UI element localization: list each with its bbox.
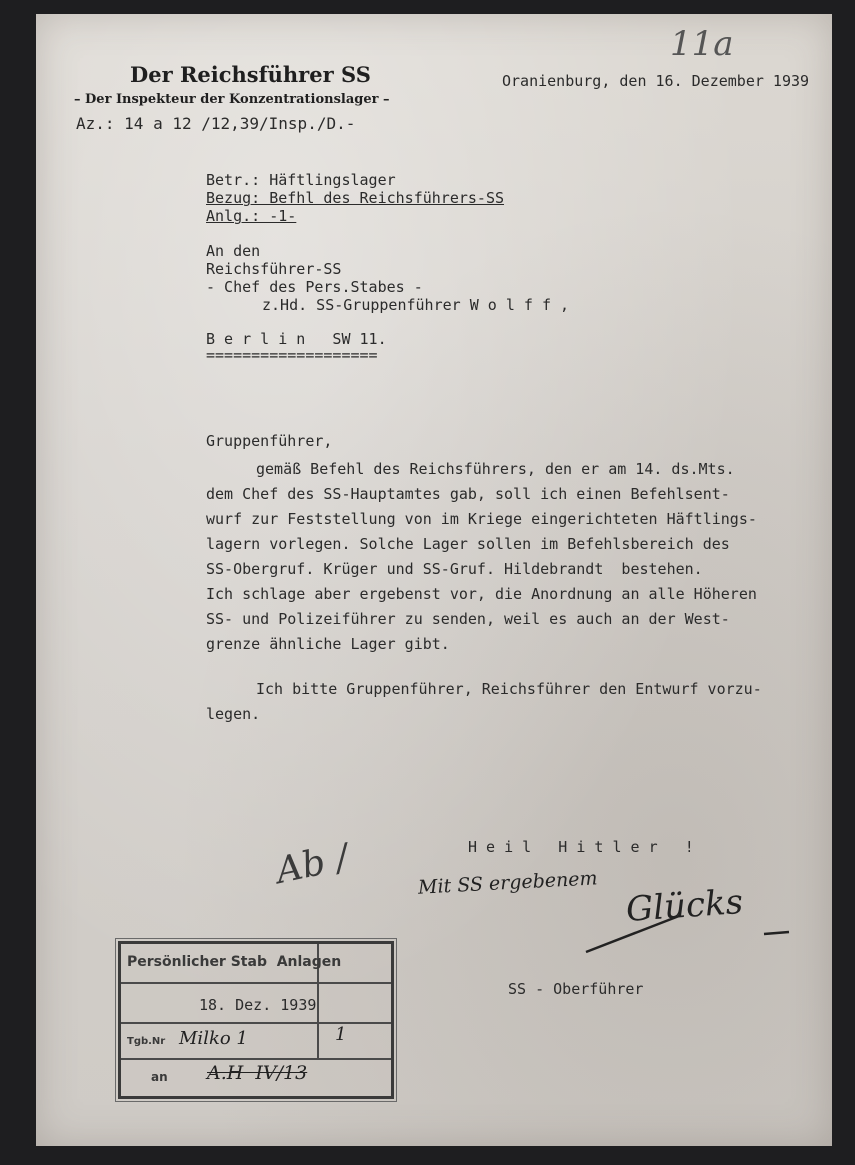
recipient-line3: - Chef des Pers.Stabes - [206,278,423,296]
place-date: Oranienburg, den 16. Dezember 1939 [502,72,810,90]
signature-stroke-icon [584,894,814,954]
body-line: legen. [206,705,261,723]
pencil-mark: Ab / [272,836,353,893]
reference-number: Az.: 14 a 12 /12,39/Insp./D.- [76,114,356,133]
stamp-routing-entry: A.H IV/13 [207,1062,308,1084]
body-line: wurf zur Feststellung von im Kriege eingerichteten Häftlings- [206,510,757,528]
document-page [36,14,832,1146]
recipient-line4: z.Hd. SS-Gruppenführer W o l f f , [262,296,570,314]
stamp-label-an: an [151,1070,168,1084]
closing-rank: SS - Oberführer [508,980,644,998]
stamp-divider [121,982,391,984]
recipient-city: B e r l i n SW 11. [206,330,387,348]
subject-betr: Betr.: Häftlingslager [206,171,396,189]
body-line: SS- und Polizeiführer zu senden, weil es auch an der West- [206,610,730,628]
closing-greeting: H e i l H i t l e r ! [468,838,694,856]
handwritten-note: Mit SS ergebenem [417,867,599,899]
body-line: Ich bitte Gruppenführer, Reichsführer den Entwurf vorzu- [256,680,762,698]
body-line: grenze ähnliche Lager gibt. [206,635,450,653]
stamp-divider [121,1022,391,1024]
body-line: gemäß Befehl des Reichsführers, den er am 14. ds.Mts. [256,460,735,478]
stamp-date: 18. Dez. 1939 [199,996,317,1014]
stamp-label-tgb: Tgb.Nr [127,1036,166,1047]
stamp-handwritten-entry: Milko 1 [179,1028,248,1049]
recipient-line2: Reichsführer-SS [206,260,342,278]
receipt-stamp [118,941,394,1099]
signature: Glücks [624,881,745,931]
letterhead-title: Der Reichsführer SS [130,62,371,87]
body-line: dem Chef des SS-Hauptamtes gab, soll ich einen Befehlsent- [206,485,730,503]
stamp-count: 1 [335,1024,347,1045]
recipient-rule: =================== [206,346,378,364]
subject-anlage: Anlg.: -1- [206,207,297,225]
letterhead-subtitle: – Der Inspekteur der Konzentrationslager – [74,92,390,107]
body-line: Ich schlage aber ergebenst vor, die Anordnung an alle Höheren [206,585,757,603]
archive-mark: 11a [670,24,734,64]
body-line: lagern vorlegen. Solche Lager sollen im Befehlsbereich des [206,535,730,553]
subject-bezug: Bezug: Befhl des Reichsführers-SS [206,189,505,207]
salutation: Gruppenführer, [206,432,333,450]
body-line: SS-Obergruf. Krüger und SS-Gruf. Hildebrandt bestehen. [206,560,703,578]
recipient-line1: An den [206,242,261,260]
stamp-header: Persönlicher Stab Anlagen [127,954,342,970]
stamp-divider [121,1058,391,1060]
